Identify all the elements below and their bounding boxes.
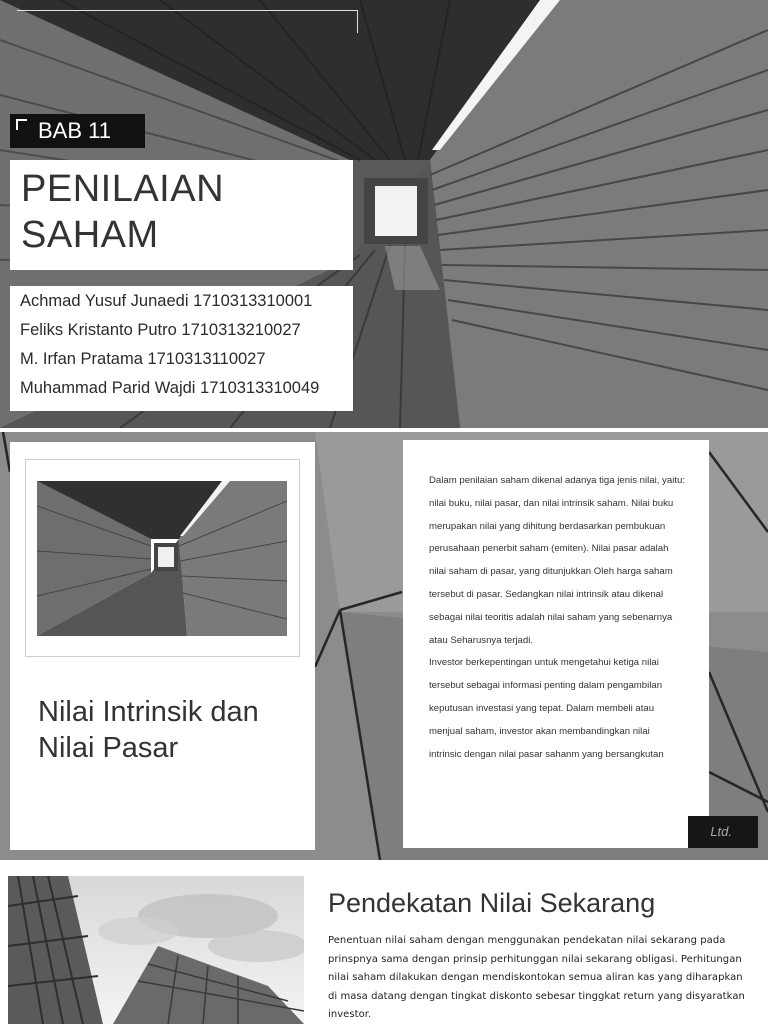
author-item: Muhammad Parid Wajdi 1710313310049 xyxy=(20,379,320,397)
body-line: tersebut sebagai informasi penting dalam pengambilan xyxy=(429,680,663,692)
slide-title xyxy=(0,0,768,428)
body-line: keputusan investasi yang tepat. Dalam membeli atau xyxy=(429,702,655,714)
footer-tag: Ltd. xyxy=(688,816,758,848)
photo-frame xyxy=(25,459,300,657)
para-line: di masa datang dengan tingkat diskonto sebesar tinggkat return yang disyaratkan xyxy=(328,990,745,1002)
author-item: M. Irfan Pratama 1710313110027 xyxy=(20,350,266,368)
intro-card xyxy=(10,442,315,850)
slide-present-value xyxy=(0,862,768,1024)
section-heading: Pendekatan Nilai Sekarang xyxy=(328,888,656,918)
body-line: nilai buku, nilai pasar, dan nilai intrinsik saham. Nilai buku xyxy=(429,497,674,509)
body-line: sebagai nilai teoritis adalah nilai saham yang sebenarnya xyxy=(429,611,673,623)
slide-intrinsic-market xyxy=(0,432,768,860)
body-text xyxy=(429,470,691,766)
body-line: intrinsic dengan nilai pasar sahanm yang bersangkutan xyxy=(429,748,664,760)
chapter-label: BAB 11 xyxy=(38,118,111,143)
author-item: Feliks Kristanto Putro 1710313210027 xyxy=(20,321,301,339)
para-line: nilai saham dilakukan dengan mendiskontokan semua aliran kas yang diharapkan xyxy=(328,972,743,983)
para-line: prinspnya sama dengan prinsip perhitunggan nilai sekarang obligasi. Perhitungan xyxy=(328,953,742,965)
corner-bracket-icon xyxy=(16,119,27,130)
body-line: Investor berkepentingan untuk mengetahui ketiga nilai xyxy=(429,657,659,669)
chapter-badge xyxy=(10,114,145,148)
para-line: investor. xyxy=(328,1009,372,1020)
title-box xyxy=(10,160,353,270)
title-line-1: PENILAIAN xyxy=(21,168,225,210)
body-line: atau Seharusnya terjadi. xyxy=(429,634,533,646)
section-heading xyxy=(38,694,259,766)
heading-line-2: Nilai Pasar xyxy=(38,732,179,764)
body-line: merupakan nilai yang dihitung berdasarkan pembukuan xyxy=(429,520,666,532)
page-title xyxy=(21,166,224,258)
text-card xyxy=(403,440,709,848)
decorative-frame xyxy=(17,10,358,33)
body-line: menjual saham, investor akan membandingkan nilai xyxy=(429,725,650,737)
body-line: perusahaan penerbit saham (emiten). Nilai pasar adalah xyxy=(429,543,669,555)
author-item: Achmad Yusuf Junaedi 1710313310001 xyxy=(20,292,313,310)
body-line: Dalam penilaian saham dikenal adanya tiga jenis nilai, yaitu: xyxy=(429,475,685,486)
paragraph xyxy=(328,932,758,1025)
para-line: Penentuan nilai saham dengan menggunakan pendekatan nilai sekarang pada xyxy=(328,935,726,946)
building-photo xyxy=(8,876,304,1024)
author-list xyxy=(10,286,353,411)
body-line: nilai saham di pasar, yang ditunjukkan Oleh harga saham xyxy=(429,566,673,578)
corridor-thumbnail xyxy=(37,481,287,636)
body-line: tersebut di pasar. Sedangkan nilai intrinsik atau dikenal xyxy=(429,588,664,600)
title-line-2: SAHAM xyxy=(21,214,159,256)
heading-line-1: Nilai Intrinsik dan xyxy=(38,696,259,728)
